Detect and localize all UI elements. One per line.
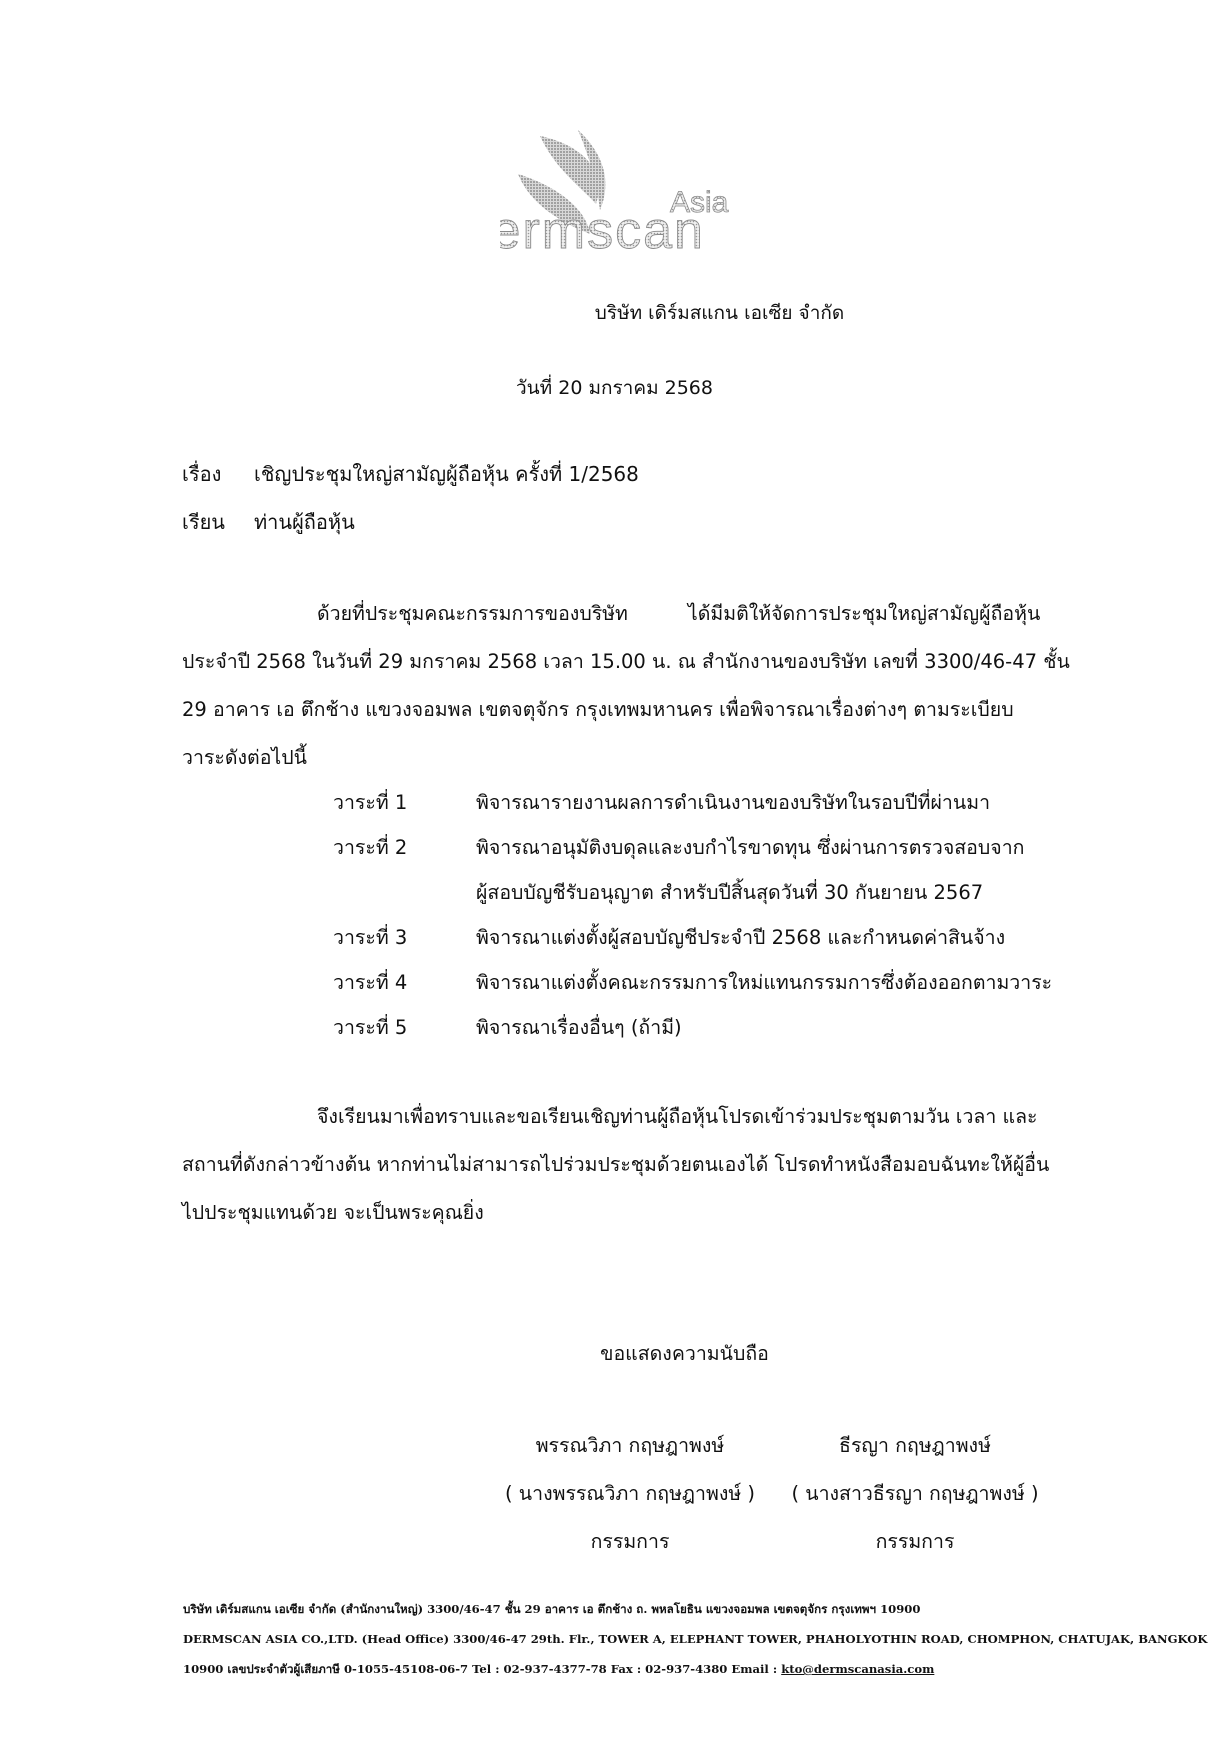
- agenda-text: พิจารณาแต่งตั้งผู้สอบบัญชีประจำปี 2568 และกำหนดค่าสินจ้าง: [476, 926, 1006, 949]
- intro-line-1b: ได้มีมติให้จัดการประชุมใหญ่สามัญผู้ถือหุ้น: [687, 602, 1041, 625]
- invitation-line-1: จึงเรียนมาเพื่อทราบและขอเรียนเชิญท่านผู้ถือหุ้นโปรดเข้าร่วมประชุมตามวัน เวลา และ: [317, 1105, 1038, 1128]
- agenda-item: [333, 825, 1123, 870]
- footer-line-1: บริษัท เดิร์มสแกน เอเซีย จำกัด (สำนักงานใหญ่) 3300/46-47 ชั้น 29 อาคาร เอ ตึกช้าง ถ. พหลโยธิน แขวงจอมพล เขตจตุจักร กรุงเทพฯ 10900: [183, 1602, 921, 1616]
- agenda-text: พิจารณารายงานผลการดำเนินงานของบริษัทในรอบปีที่ผ่านมา: [476, 791, 991, 814]
- agenda-text: พิจารณาแต่งตั้งคณะกรรมการใหม่แทนกรรมการซึ่งต้องออกตามวาระ: [476, 971, 1053, 994]
- agenda-number: วาระที่ 3: [333, 926, 408, 949]
- intro-line: 29 อาคาร เอ ตึกช้าง แขวงจอมพล เขตจตุจักร กรุงเทพมหานคร เพื่อพิจารณาเรื่องต่างๆ ตามระเบียบ: [182, 698, 1014, 721]
- recipient-label: เรียน: [182, 510, 225, 534]
- subject-line: [182, 458, 639, 490]
- signatory-1-title: กรรมการ: [590, 1530, 670, 1553]
- agenda-number: วาระที่ 1: [333, 791, 408, 814]
- footer-email-link[interactable]: kto@dermscanasia.com: [781, 1662, 935, 1676]
- recipient-text: ท่านผู้ถือหุ้น: [254, 510, 355, 534]
- agenda-item: [333, 1005, 1123, 1050]
- subject-text: เชิญประชุมใหญ่สามัญผู้ถือหุ้น ครั้งที่ 1/2568: [254, 462, 639, 486]
- agenda-number: [333, 870, 476, 915]
- signature-1: พรรณวิภา กฤษฎาพงษ์: [535, 1434, 725, 1457]
- intro-line-1a: ด้วยที่ประชุมคณะกรรมการของบริษัท: [317, 602, 628, 625]
- agenda-text: ผู้สอบบัญชีรับอนุญาต สำหรับปีสิ้นสุดวันที่ 30 กันยายน 2567: [476, 881, 984, 904]
- recipient-line: [182, 506, 355, 538]
- letter-date: วันที่ 20 มกราคม 2568: [516, 377, 713, 399]
- footer-contact: 10900 เลขประจำตัวผู้เสียภาษี 0-1055-45108-06-7 Tel : 02-937-4377-78 Fax : 02-937-4380 Email :: [183, 1662, 782, 1676]
- closing-text: ขอแสดงความนับถือ: [600, 1342, 769, 1365]
- agenda-text: พิจารณาเรื่องอื่นๆ (ถ้ามี): [476, 1016, 682, 1039]
- agenda-number: วาระที่ 4: [333, 971, 408, 994]
- company-name: บริษัท เดิร์มสแกน เอเซีย จำกัด: [594, 302, 845, 324]
- signatory-1-name: ( นางพรรณวิภา กฤษฎาพงษ์ ): [505, 1482, 755, 1505]
- agenda-item: [333, 915, 1123, 960]
- intro-paragraph: [182, 590, 1122, 782]
- agenda-item: [333, 960, 1123, 1005]
- leaf-logo-icon: [500, 130, 780, 270]
- signatory-2-title: กรรมการ: [875, 1530, 955, 1553]
- footer-line-3: [183, 1654, 1123, 1684]
- intro-line: วาระดังต่อไปนี้: [182, 746, 307, 769]
- invitation-line: ไปประชุมแทนด้วย จะเป็นพระคุณยิ่ง: [182, 1201, 484, 1224]
- intro-line: ประจำปี 2568 ในวันที่ 29 มกราคม 2568 เวลา 15.00 น. ณ สำนักงานของบริษัท เลขที่ 3300/46-47 ชั้น: [182, 650, 1070, 673]
- letterhead-footer: [183, 1594, 1208, 1684]
- agenda-text: พิจารณาอนุมัติงบดุลและงบกำไรขาดทุน ซึ่งผ่านการตรวจสอบจาก: [476, 836, 1025, 859]
- logo-asia-text: Asia: [670, 186, 729, 219]
- footer-line-2: DERMSCAN ASIA CO.,LTD. (Head Office) 3300/46-47 29th. Flr., TOWER A, ELEPHANT TOWER, PHAHOLYOTHIN ROAD, CHOMPHON, CHATUJAK, BANGKOK: [183, 1632, 1208, 1646]
- signatory-2-name: ( นางสาวธีรญา กฤษฎาพงษ์ ): [791, 1482, 1039, 1505]
- invitation-line: สถานที่ดังกล่าวข้างต้น หากท่านไม่สามารถไปร่วมประชุมด้วยตนเองได้ โปรดทำหนังสือมอบฉันทะให้ผู้อื่น: [182, 1153, 1050, 1176]
- invitation-paragraph: [182, 1093, 1122, 1237]
- agenda-number: วาระที่ 5: [333, 1016, 408, 1039]
- company-logo: [500, 130, 780, 270]
- signature-2: ธีรญา กฤษฎาพงษ์: [839, 1434, 991, 1457]
- logo-dermscan-text: ermscan: [500, 202, 705, 260]
- subject-label: เรื่อง: [182, 462, 222, 486]
- intro-line: [182, 590, 1122, 638]
- agenda-item: [333, 780, 1123, 825]
- agenda-list: [333, 780, 1123, 1050]
- invitation-line: [182, 1093, 1122, 1141]
- agenda-item: [333, 870, 1123, 915]
- agenda-number: วาระที่ 2: [333, 836, 408, 859]
